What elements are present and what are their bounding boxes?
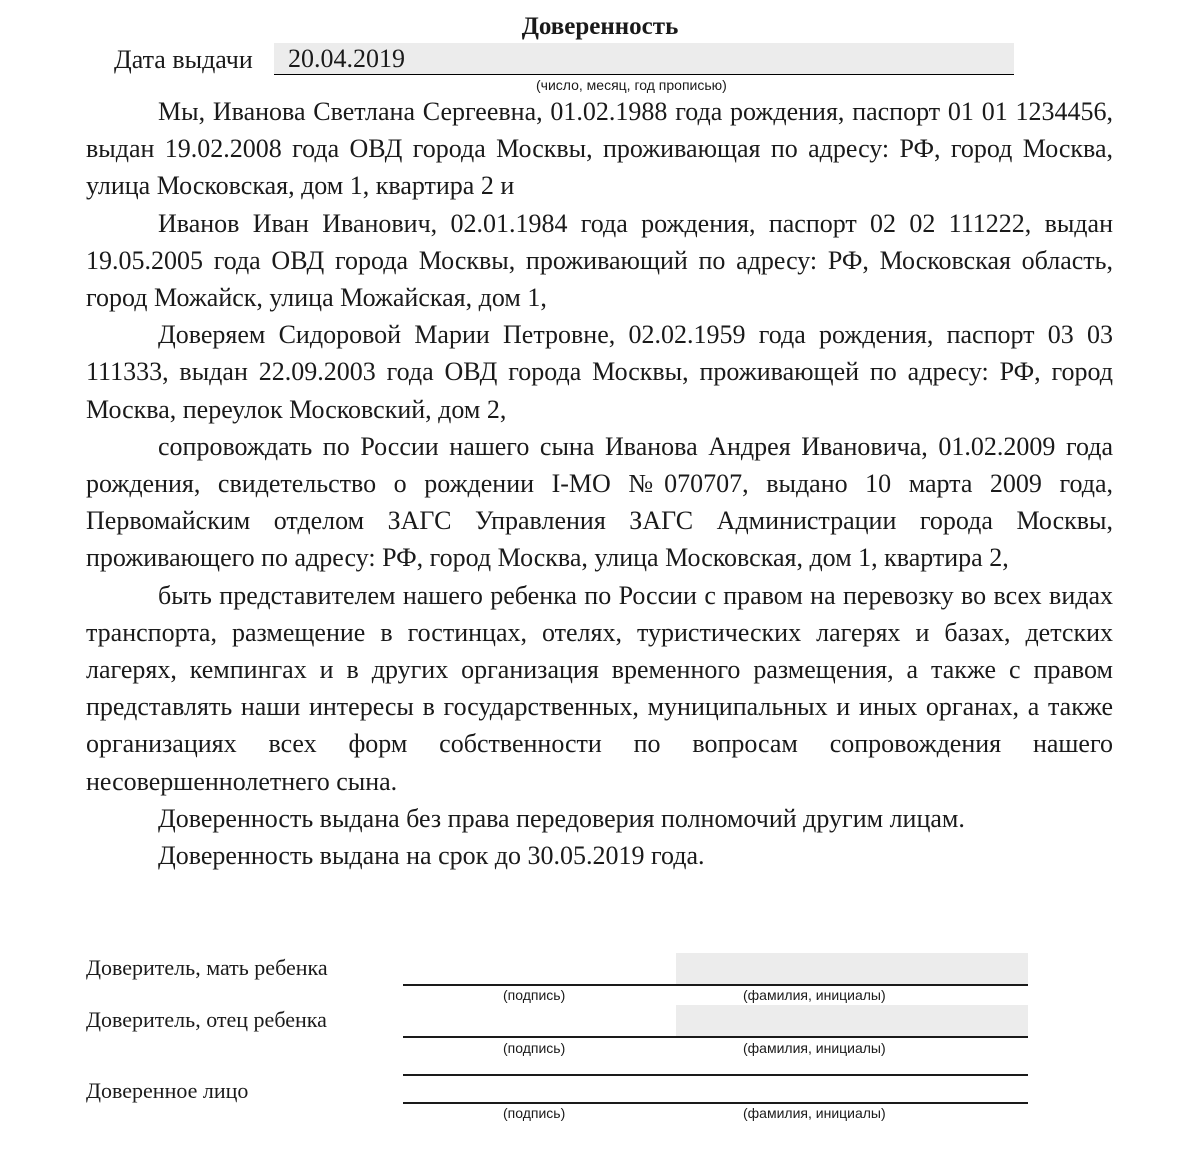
- paragraph-child: сопровождать по России нашего сына Иванова Андрея Ивановича, 01.02.2009 года рождения, свидетельство о рождении I-МО №070707, выдано 10 марта 2009 года, Первомайским отделом ЗАГС Управления ЗАГС Администрации города Москвы, проживающего по адресу: РФ, город Москва, улица Московская, дом 1, квартира 2,: [86, 431, 1113, 573]
- signature-hint-mother: (подпись): [503, 987, 566, 1003]
- paragraph-trustee: Доверяем Сидоровой Марии Петровне, 02.02.1959 года рождения, паспорт 03 03 111333, выдан 22.09.2003 года ОВД города Москвы, проживающей по адресу: РФ, город Москва, переулок Московский, дом 2,: [86, 320, 1113, 424]
- name-hint-father: (фамилия, инициалы): [743, 1040, 886, 1056]
- signature-hint-father: (подпись): [503, 1040, 566, 1056]
- paragraph-no-delegation: Доверенность выдана без права передоверия полномочий другим лицам.: [158, 803, 965, 833]
- issue-date-field[interactable]: 20.04.2019: [274, 43, 1014, 75]
- signature-hint-trustee: (подпись): [503, 1105, 566, 1121]
- signature-line-mother: [403, 984, 1028, 986]
- name-hint-mother: (фамилия, инициалы): [743, 987, 886, 1003]
- issue-date-label: Дата выдачи: [114, 45, 253, 74]
- signature-label-father: Доверитель, отец ребенка: [86, 1007, 327, 1032]
- paragraph-father: Иванов Иван Иванович, 02.01.1984 года рождения, паспорт 02 02 111222, выдан 19.05.2005 года ОВД города Москвы, проживающий по адресу: РФ, Московская область, город Можайск, улица Можайская, дом 1,: [86, 208, 1113, 313]
- signature-label-mother: Доверитель, мать ребенка: [86, 955, 328, 980]
- paragraph-validity-term: Доверенность выдана на срок до 30.05.2019 года.: [158, 841, 705, 871]
- name-hint-trustee: (фамилия, инициалы): [743, 1105, 886, 1121]
- signature-label-trustee: Доверенное лицо: [86, 1078, 249, 1103]
- signature-name-field-mother[interactable]: [676, 953, 1028, 984]
- paragraph-mother: Мы, Иванова Светлана Сергеевна, 01.02.1988 года рождения, паспорт 01 01 1234456, выдан 19.02.2008 года ОВД города Москвы, проживающая по адресу: РФ, город Москва, улица Московская, дом 1, квартира 2 и: [86, 97, 1113, 201]
- document-body: [86, 93, 1113, 874]
- issue-date-hint: (число, месяц, год прописью): [536, 77, 727, 93]
- signature-top-line-trustee: [403, 1074, 1028, 1076]
- signature-line-father: [403, 1036, 1028, 1038]
- signature-name-field-father[interactable]: [676, 1005, 1028, 1036]
- paragraph-powers: быть представителем нашего ребенка по России с правом на перевозку во всех видах транспорта, размещение в гостинцах, отелях, туристических лагерях и базах, детских лагерях, кемпингах и в других организация временного размещения, а также с правом представлять наши интересы в государственных, муниципальных и иных органах, а также организациях всех форм собственности по вопросам сопровождения нашего несовершеннолетнего сына.: [86, 580, 1113, 796]
- document-title: Доверенность: [521, 13, 679, 40]
- signature-line-trustee: [403, 1102, 1028, 1104]
